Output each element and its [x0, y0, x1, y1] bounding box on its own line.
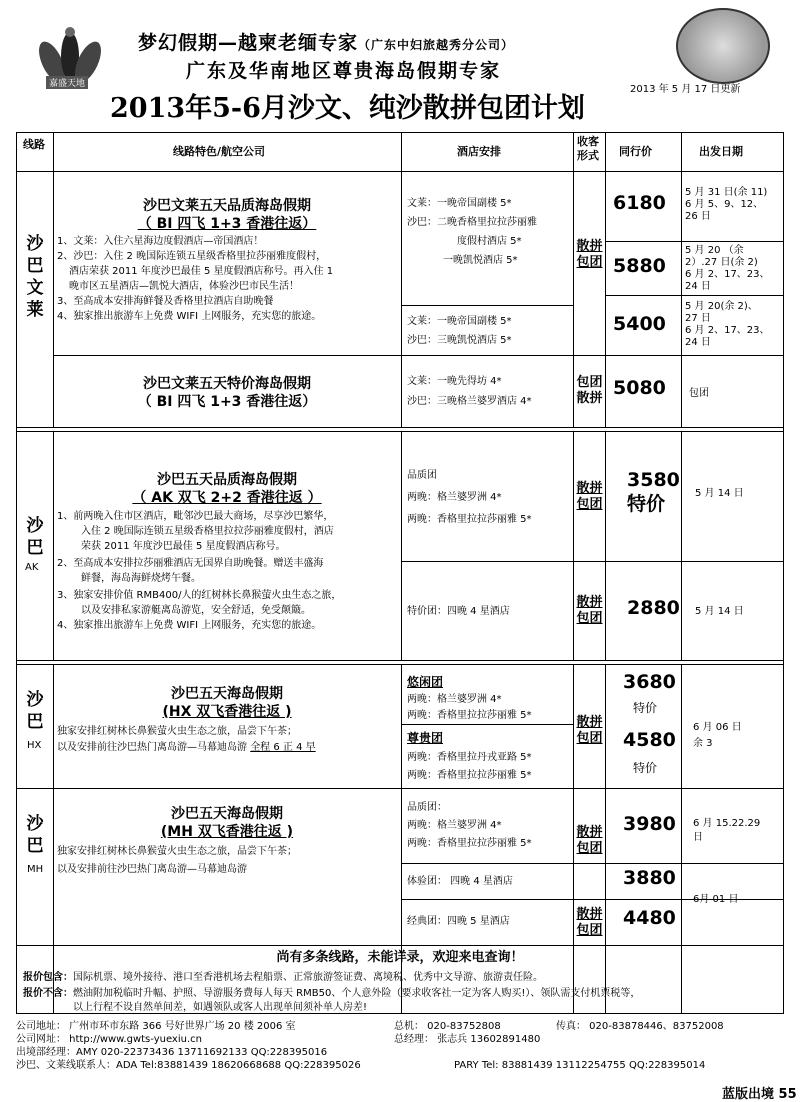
feature-line: 1、文莱：入住六星海边度假酒店—帝国酒店！ [57, 236, 264, 247]
price: 3980 [623, 813, 676, 835]
hotel-line: 两晚：格兰婆罗洲 4* [407, 820, 502, 831]
date-line: 日 [693, 832, 703, 843]
booking-form: 散拼包团 [576, 825, 603, 856]
hotel-line: 两晚：香格里拉拉莎丽雅 5* [407, 514, 532, 525]
booking-form: 散拼包团 [576, 239, 603, 270]
hotel-line: 特价团：四晚 4 星酒店 [407, 606, 510, 617]
date-line: 6月 01 日 [693, 894, 739, 905]
price: 3580 [627, 469, 680, 491]
trip-title: 沙巴五天品质海岛假期 [157, 472, 297, 488]
date-line: 2）.27 日(余 2) [685, 257, 758, 268]
header-line2: 广东及华南地区尊贵海岛假期专家 [186, 60, 502, 82]
price: 4580 [623, 729, 676, 751]
price-excludes: 报价不含：燃油附加税临时升幅、护照、导游服务费每人每天 RMB50、个人意外险（要求收客社一定为客人购买!）、领队需支付机票税等， [23, 988, 641, 999]
price-note: 特价 [633, 761, 658, 775]
section-sabah-ak: 沙巴 [26, 516, 44, 558]
date-line: 5 月 20(余 2)、 [685, 301, 758, 312]
price: 3880 [623, 867, 676, 889]
trip-title: 沙巴五天海岛假期 [171, 686, 283, 702]
date-line: 6 月 5、9、12、 [685, 199, 764, 210]
hotel-line: 两晚：格兰婆罗洲 4* [407, 694, 502, 705]
feature-line: 以及安排前往沙巴热门离岛游—马幕迪岛游 全程 6 正 4 早 [57, 742, 316, 753]
outbound-manager: 出境部经理：AMY 020-22373436 13711692133 QQ:228395016 [16, 1047, 328, 1058]
date-line: 24 日 [685, 281, 711, 292]
feature-line: 荣获 2011 年度沙巴最佳 5 星度假酒店称号。 [81, 541, 286, 552]
hotel-line: 两晚：香格里拉丹戎亚路 5* [407, 752, 532, 763]
feature-line: 2、至高成本安排拉莎丽雅酒店无国界自助晚餐。赠送丰盛海 [57, 558, 324, 569]
feature-line: 鲜餐，海岛海鲜烧烤午餐。 [81, 573, 201, 584]
hotel-line: 经典团：四晚 5 星酒店 [407, 916, 510, 927]
hotel-line: 两晚：格兰婆罗洲 4* [407, 492, 502, 503]
date-line: 余 3 [693, 738, 713, 749]
hotel-line: 文莱：一晚先得坊 4* [407, 376, 502, 387]
booking-form: 散拼包团 [576, 595, 603, 626]
date-line: 24 日 [685, 337, 711, 348]
fax: 传真： 020-83878446、83752008 [556, 1021, 724, 1032]
hotel-line: 一晚凯悦酒店 5* [443, 255, 518, 266]
date-line: 5 月 14 日 [695, 488, 744, 499]
company-address: 公司地址： 广州市环市东路 366 号好世界广场 20 楼 2006 室 [16, 1021, 296, 1032]
date-line: 5 月 20 （余 [685, 245, 744, 256]
trip-title: 沙巴文莱五天品质海岛假期 [143, 198, 311, 214]
price-includes: 报价包含：国际机票、境外接待、港口至香港机场去程船票、正常旅游签证费、离境税、优秀中文导游、旅游责任险。 [23, 972, 543, 983]
section-sabah-hx: 沙巴 [26, 690, 44, 732]
feature-line: 3、至高成本安排海鲜餐及香格里拉酒店自助晚餐 [57, 296, 274, 307]
date-line: 6 月 2、17、23、 [685, 325, 770, 336]
price-excludes-cont: 以上行程不设自然单间差，如遇领队或客人出现单间须补单人房差! [73, 1002, 368, 1013]
trip-subtitle: （ BI 四飞 1+3 香港往返） [137, 216, 317, 232]
more-routes-note: 尚有多条线路，未能详录，欢迎来电查询！ [276, 950, 524, 965]
hotel-line: 两晚：香格里拉拉莎丽雅 5* [407, 710, 532, 721]
update-date: 2013 年 5 月 17 日更新 [630, 84, 741, 95]
hotel-line: 品质团 [407, 470, 437, 481]
col-hotel: 酒店安排 [457, 145, 501, 158]
feature-line: 3、独家安排价值 RMB400/人的红树林长鼻猴萤火虫生态之旅， [57, 590, 342, 601]
page-header [0, 0, 800, 132]
col-date: 出发日期 [699, 145, 743, 158]
trip-subtitle: （ BI 四飞 1+3 香港往返） [137, 394, 317, 410]
airline-code: HX [27, 740, 42, 751]
hotel-line: 沙巴：三晚凯悦酒店 5* [407, 335, 512, 346]
quality-seal [676, 8, 770, 84]
date-line: 27 日 [685, 313, 711, 324]
date-line: 5 月 31 日(余 11) [685, 187, 768, 198]
section-sabah-brunei: 沙巴文莱 [26, 234, 44, 320]
feature-line: 以及安排前往沙巴热门离岛游—马幕迪岛游 [57, 864, 247, 875]
price: 2880 [627, 597, 680, 619]
col-features: 线路特色/航空公司 [173, 145, 266, 158]
price: 3680 [623, 671, 676, 693]
page-title: 2013年5-6月沙文、纯沙散拼包团计划 [110, 93, 585, 124]
price: 5400 [613, 313, 666, 335]
date-line: 26 日 [685, 211, 711, 222]
feature-line: 独家安排红树林长鼻猴萤火虫生态之旅，品尝下午茶； [57, 726, 297, 737]
switchboard: 总机： 020-83752808 [394, 1021, 501, 1032]
page-brand: 蓝版出境 55 [722, 1087, 797, 1102]
price: 5080 [613, 377, 666, 399]
feature-line: 4、独家推出旅游车上免费 WIFI 上网服务，充实您的旅途。 [57, 311, 322, 322]
date-line: 5 月 14 日 [695, 606, 744, 617]
trip-title: 沙巴五天海岛假期 [171, 806, 283, 822]
tour-type: 悠闲团 [407, 675, 444, 689]
feature-line: 入住 2 晚国际连锁五星级香格里拉拉莎丽雅度假村，酒店 [81, 526, 334, 537]
trip-title: 沙巴文莱五天特价海岛假期 [143, 376, 311, 392]
pary-contact: PARY Tel: 83881439 13112254755 QQ:228395014 [454, 1060, 706, 1071]
hotel-line: 两晚：香格里拉拉莎丽雅 5* [407, 838, 532, 849]
date-line: 包团 [689, 388, 709, 399]
feature-line: 2、沙巴：入住 2 晚国际连锁五星级香格里拉莎丽雅度假村， [57, 251, 327, 262]
price: 6180 [613, 192, 666, 214]
logo-caption: 嘉盛天地 [46, 76, 88, 89]
airline-code: AK [25, 562, 39, 573]
col-route: 线路 [23, 138, 45, 151]
hotel-line: 品质团： [407, 802, 447, 813]
price: 5880 [613, 255, 666, 277]
feature-line: 晚市区五星酒店—凯悦大酒店，体验沙巴市民生活！ [69, 281, 299, 292]
hotel-line: 度假村酒店 5* [457, 236, 522, 247]
hotel-line: 沙巴：二晚香格里拉拉莎丽雅 [407, 217, 537, 228]
feature-line: 4、独家推出旅游车上免费 WIFI 上网服务，充实您的旅途。 [57, 620, 322, 631]
company-website[interactable]: 公司网址： http://www.gwts-yuexiu.cn [16, 1034, 202, 1045]
price-note: 特价 [627, 493, 666, 515]
feature-line: 1、前两晚入住市区酒店，毗邻沙巴最大商场，尽享沙巴繁华， [57, 511, 334, 522]
route-contact: 沙巴、文莱线联系人：ADA Tel:83881439 18620668688 QQ:228395026 [16, 1060, 361, 1071]
trip-subtitle: （ AK 双飞 2+2 香港往返 ） [132, 490, 322, 506]
col-form: 收客形式 [577, 135, 599, 162]
date-line: 6 月 15.22.29 [693, 818, 761, 829]
date-line: 6 月 06 日 [693, 722, 742, 733]
hotel-line: 文莱：一晚帝国副楼 5* [407, 198, 512, 209]
airline-code: MH [27, 864, 44, 875]
hotel-line: 沙巴：三晚格兰婆罗酒店 4* [407, 396, 532, 407]
feature-line: 独家安排红树林长鼻猴萤火虫生态之旅，品尝下午茶； [57, 846, 297, 857]
section-sabah-mh: 沙巴 [26, 814, 44, 856]
date-line: 6 月 2、17、23、 [685, 269, 770, 280]
tour-type: 尊贵团 [407, 731, 444, 745]
booking-form: 包团散拼 [576, 375, 603, 406]
hotel-line: 体验团： 四晚 4 星酒店 [407, 876, 513, 887]
price: 4480 [623, 907, 676, 929]
trip-subtitle: (HX 双飞香港往返 ) [162, 704, 292, 720]
hotel-line: 文莱：一晚帝国副楼 5* [407, 316, 512, 327]
header-line1: 梦幻假期—越柬老缅专家（广东中妇旅越秀分公司） [138, 32, 515, 54]
hotel-line: 两晚：香格里拉拉莎丽雅 5* [407, 770, 532, 781]
tour-table [16, 132, 784, 1014]
booking-form: 散拼包团 [576, 481, 603, 512]
booking-form: 散拼包团 [576, 907, 603, 938]
feature-line: 以及安排私家游艇离岛游览，安全舒适，免受颠簸。 [81, 605, 311, 616]
col-price: 同行价 [619, 145, 652, 158]
feature-line: 酒店荣获 2011 年度沙巴最佳 5 星度假酒店称号。再入住 1 [69, 266, 334, 277]
price-note: 特价 [633, 701, 658, 715]
trip-subtitle: (MH 双飞香港往返 ) [160, 824, 294, 840]
booking-form: 散拼包团 [576, 715, 603, 746]
general-manager: 总经理： 张志兵 13602891480 [394, 1034, 541, 1045]
